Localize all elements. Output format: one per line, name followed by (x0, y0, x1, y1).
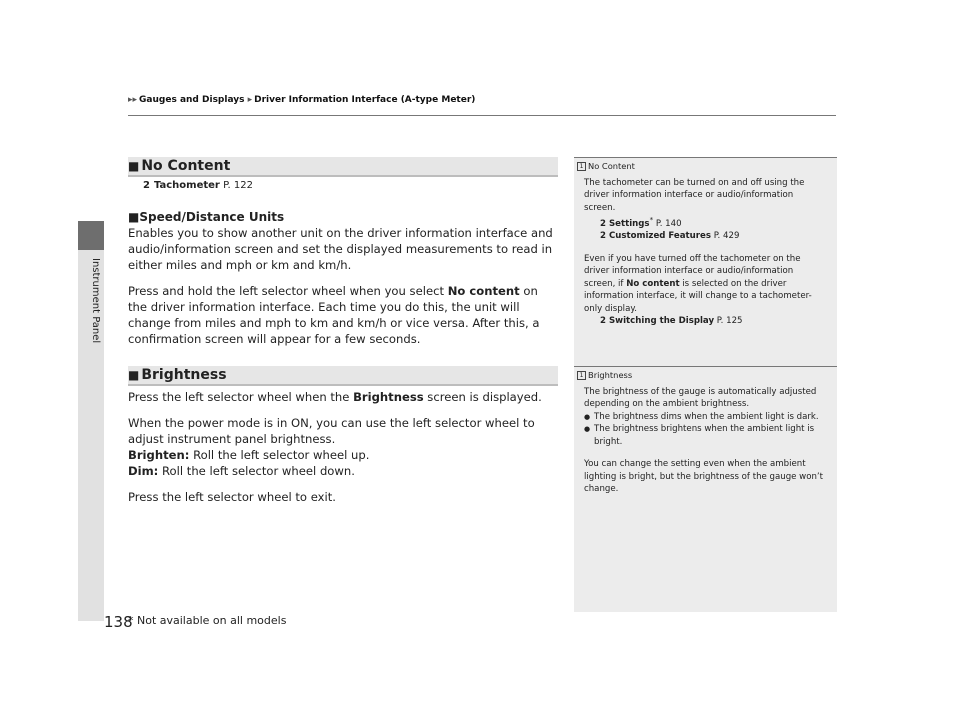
subheading-speed-units: ■Speed/Distance Units (128, 210, 285, 224)
header-divider (128, 115, 836, 116)
note-brightness (574, 366, 837, 506)
square-icon: ■ (128, 159, 140, 173)
paragraph: Press the left selector wheel to exit. (128, 490, 336, 504)
breadcrumb (128, 95, 475, 105)
section-heading-brightness: ■ Brightness (128, 366, 558, 384)
paragraph: Press and hold the left selector wheel when you select No content on the driver information interface. Each time you do this, the unit will change from miles and mph to km and km/h or vice versa. After this, a confirmation screen will appear for a few seconds. (128, 284, 540, 346)
sidebar-tab-marker (78, 221, 104, 250)
dim-instruction: Dim: Roll the left selector wheel down. (128, 464, 355, 478)
breadcrumb-item[interactable]: Gauges and Displays (139, 95, 245, 105)
sidebar-label: Instrument Panel (90, 258, 101, 344)
brighten-instruction: Brighten: Roll the left selector wheel up. (128, 448, 370, 462)
speed-units-section (128, 209, 558, 357)
page-number: 138 (104, 613, 133, 631)
square-icon: ■ (128, 210, 140, 224)
paragraph: Press the left selector wheel when the Brightness screen is displayed. (128, 390, 542, 404)
note-bullet: ● The brightness dims when the ambient light is dark. (584, 411, 827, 424)
paragraph: Enables you to show another unit on the driver information interface and audio/information screen and set the displayed measurements to read in either miles and mph or km and km/h. (128, 226, 553, 272)
note-paragraph: Even if you have turned off the tachometer on the driver information interface or audio/information screen, if No content is selected on the driver information interface, it will change to a tachometer-only display. (584, 253, 812, 314)
note-bullet: ● The brightness brightens when the ambient light is bright. (584, 423, 827, 448)
note-icon: 1 (577, 371, 586, 380)
note-title: 1 No Content (574, 157, 837, 173)
breadcrumb-item[interactable]: Driver Information Interface (A-type Meter) (254, 95, 476, 105)
arrow-right-icon: ▸ (247, 95, 253, 105)
square-icon: ■ (128, 368, 140, 382)
arrow-right-icon: ▸▸ (128, 95, 138, 105)
note-paragraph: You can change the setting even when the ambient lighting is bright, but the brightness of the gauge won’t change. (584, 459, 824, 494)
brightness-section (128, 389, 558, 515)
page-reference[interactable]: 2 Switching the Display P. 125 (600, 316, 743, 327)
note-title: 1 Brightness (574, 366, 837, 382)
note-icon: 1 (577, 162, 586, 171)
arrow-reference-icon: 2 (143, 180, 150, 191)
page-reference[interactable]: 2 Customized Features P. 429 (600, 231, 740, 242)
page-reference[interactable]: 2 Settings* P. 140 (600, 215, 682, 229)
footnote: * Not available on all models (128, 614, 287, 627)
page-reference[interactable]: 2 Tachometer P. 122 (143, 180, 253, 191)
paragraph: When the power mode is in ON, you can use the left selector wheel to adjust instrument panel brightness. (128, 416, 535, 446)
section-heading-no-content: ■ No Content (128, 157, 558, 175)
note-no-content (574, 157, 837, 328)
note-paragraph: The brightness of the gauge is automatically adjusted depending on the ambient brightness. (584, 386, 817, 409)
note-paragraph: The tachometer can be turned on and off using the driver information interface or audio/information screen. (584, 177, 805, 213)
